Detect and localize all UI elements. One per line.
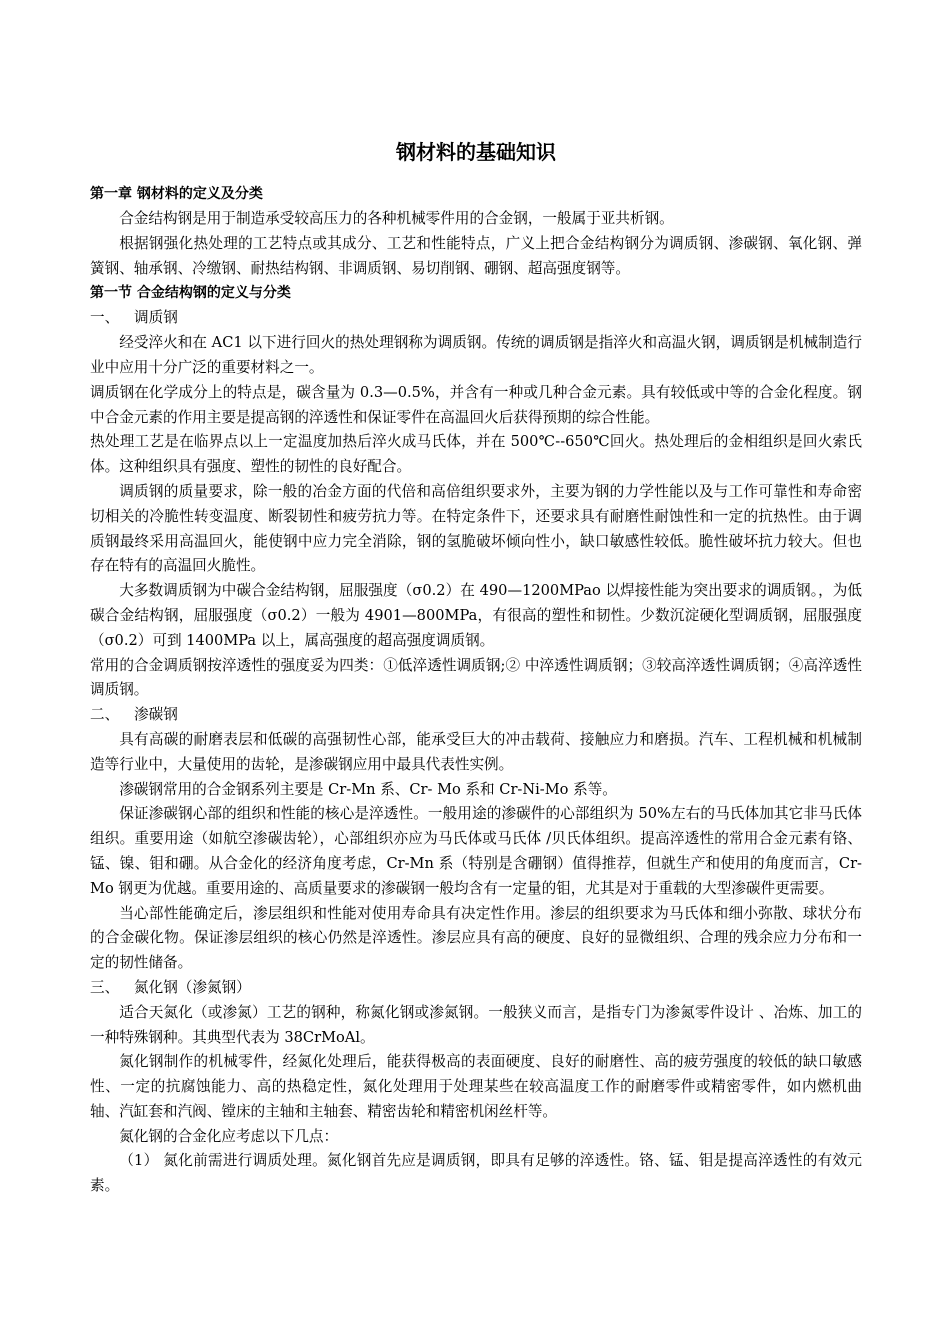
section-heading: 第一节 合金结构钢的定义与分类 [90, 285, 291, 302]
subsection-heading-carburized [90, 703, 862, 728]
paragraph: 氮化钢的合金化应考虑以下几点： [119, 1127, 339, 1145]
paragraph: 常用的合金调质钢按淬透性的强度妥为四类：①低淬透性调质钢;② 中淬透性调质钢；③较高淬透性调质钢；④高淬透性调质钢。 [90, 656, 862, 699]
paragraph: 根据钢强化热处理的工艺特点或其成分、工艺和性能特点，广义上把合金结构钢分为调质钢、渗碳钢、氧化钢、弹簧钢、轴承钢、冷缴钢、耐热结构钢、非调质钢、易切削钢、硼钢、超高强度钢等。 [90, 234, 862, 277]
paragraph: 热处理工艺是在临界点以上一定温度加热后淬火成马氏体，并在 500℃--650℃回火。热处理后的金相组织是回火索氏体。这种组织具有强度、塑性的韧性的良好配合。 [90, 433, 862, 476]
subsection-label: 氮化钢（渗氮钢） [134, 978, 251, 996]
subsection-label: 渗碳钢 [134, 706, 178, 724]
paragraph: 渗碳钢常用的合金钢系列主要是 Cr-Mn 系、Cr- Mo 系和 Cr-Ni-Mo 系等。 [119, 780, 617, 798]
subsection-number: 一、 [90, 309, 120, 327]
subsection-number: 二、 [90, 706, 120, 724]
paragraph: 合金结构钢是用于制造承受较高压力的各种机械零件用的合金钢，一般属于亚共析钢。 [119, 210, 674, 227]
document-page [90, 128, 862, 1199]
paragraph: 当心部性能确定后，渗层组织和性能对使用寿命具有决定性作用。渗层的组织要求为马氏体和细小弥散、球状分布的合金碳化物。保证渗层组织的核心仍然是淬透性。渗层应具有高的硬度、良好的显微组织、合理的残余应力分布和一定的韧性储备。 [90, 904, 862, 972]
paragraph: （1） 氮化前需进行调质处理。氮化钢首先应是调质钢，即具有足够的淬透性。铬、锰、钼是提高淬透性的有效元素。 [90, 1152, 862, 1195]
paragraph: 调质钢的质量要求，除一般的冶金方面的代倍和高倍组织要求外，主要为钢的力学性能以及与工作可靠性和寿命密切相关的冷脆性转变温度、断裂韧性和疲劳抗力等。在特定条件下，还要求具有耐磨性耐蚀性和一定的抗热性。由于调质钢最终采用高温回火，能使钢中应力完全消除，钢的氢脆破坏倾向性小，缺口敏感性较低。脆性破坏抗力较大。但也存在特有的高温回火脆性。 [90, 482, 862, 575]
paragraph: 保证渗碳钢心部的组织和性能的核心是淬透性。一般用途的渗碳件的心部组织为 50%左右的马氏体加其它非马氏体组织。重要用途（如航空渗碳齿轮），心部组织亦应为马氏体或马氏体 /贝氏体组织。提高淬透性的常用合金元素有铬、锰、镍、钼和硼。从合金化的经济角度考虑，Cr-Mn 系（特别是含硼钢）值得推荐，但就生产和使用的角度而言，Cr- Mo 钢更为优越。重要用途的、高质量要求的渗碳钢一般均含有一定量的钼，尤其是对于重载的大型渗碳件更需要。 [90, 805, 862, 897]
paragraph: 氮化钢制作的机械零件，经氮化处理后，能获得极高的表面硬度、良好的耐磨性、高的疲劳强度的较低的缺口敏感性、一定的抗腐蚀能力、高的热稳定性，氮化处理用于处理某些在较高温度工作的耐磨零件或精密零件，如内燃机曲轴、汽缸套和汽阀、镗床的主轴和主轴套、精密齿轮和精密机闲丝杆等。 [90, 1053, 862, 1120]
chapter-heading: 第一章 钢材料的定义及分类 [90, 186, 263, 202]
subsection-number: 三、 [90, 978, 120, 996]
subsection-heading-nitrided [90, 976, 862, 1001]
paragraph: 具有高碳的耐磨表层和低碳的高强韧性心部，能承受巨大的冲击载荷、接触应力和磨损。汽车、工程机械和机械制造等行业中，大量使用的齿轮，是渗碳钢应用中最具代表性实例。 [90, 730, 862, 773]
document-title: 钢材料的基础知识 [396, 140, 556, 164]
paragraph: 经受淬火和在 AC1 以下进行回火的热处理钢称为调质钢。传统的调质钢是指淬火和高温火钢，调质钢是机械制造行业中应用十分广泛的重要材料之一。 [90, 334, 862, 376]
paragraph: 大多数调质钢为中碳合金结构钢，屈服强度（σ0.2）在 490—1200MPao 以焊接性能为突出要求的调质钢。，为低碳合金结构钢，屈服强度（σ0.2）一般为 4901—800MPa，有很高的塑性和韧性。少数沉淀硬化型调质钢，屈服强度（σ0.2）可到 1400MPa 以上，属高强度的超高强度调质钢。 [90, 582, 862, 649]
paragraph: 调质钢在化学成分上的特点是，碳含量为 0.3—0.5%，并含有一种或几种合金元素。具有较低或中等的合金化程度。钢中合金元素的作用主要是提高钢的淬透性和保证零件在高温回火后获得预期的综合性能。 [90, 383, 862, 426]
subsection-heading-tempered [90, 306, 862, 331]
paragraph: 适合天氮化（或渗氮）工艺的钢种，称氮化钢或渗氮钢。一般狭义而言，是指专门为渗氮零件设计 、冶炼、加工的一种特殊钢种。其典型代表为 38CrMoAl。 [90, 1003, 862, 1046]
subsection-label: 调质钢 [134, 309, 178, 327]
